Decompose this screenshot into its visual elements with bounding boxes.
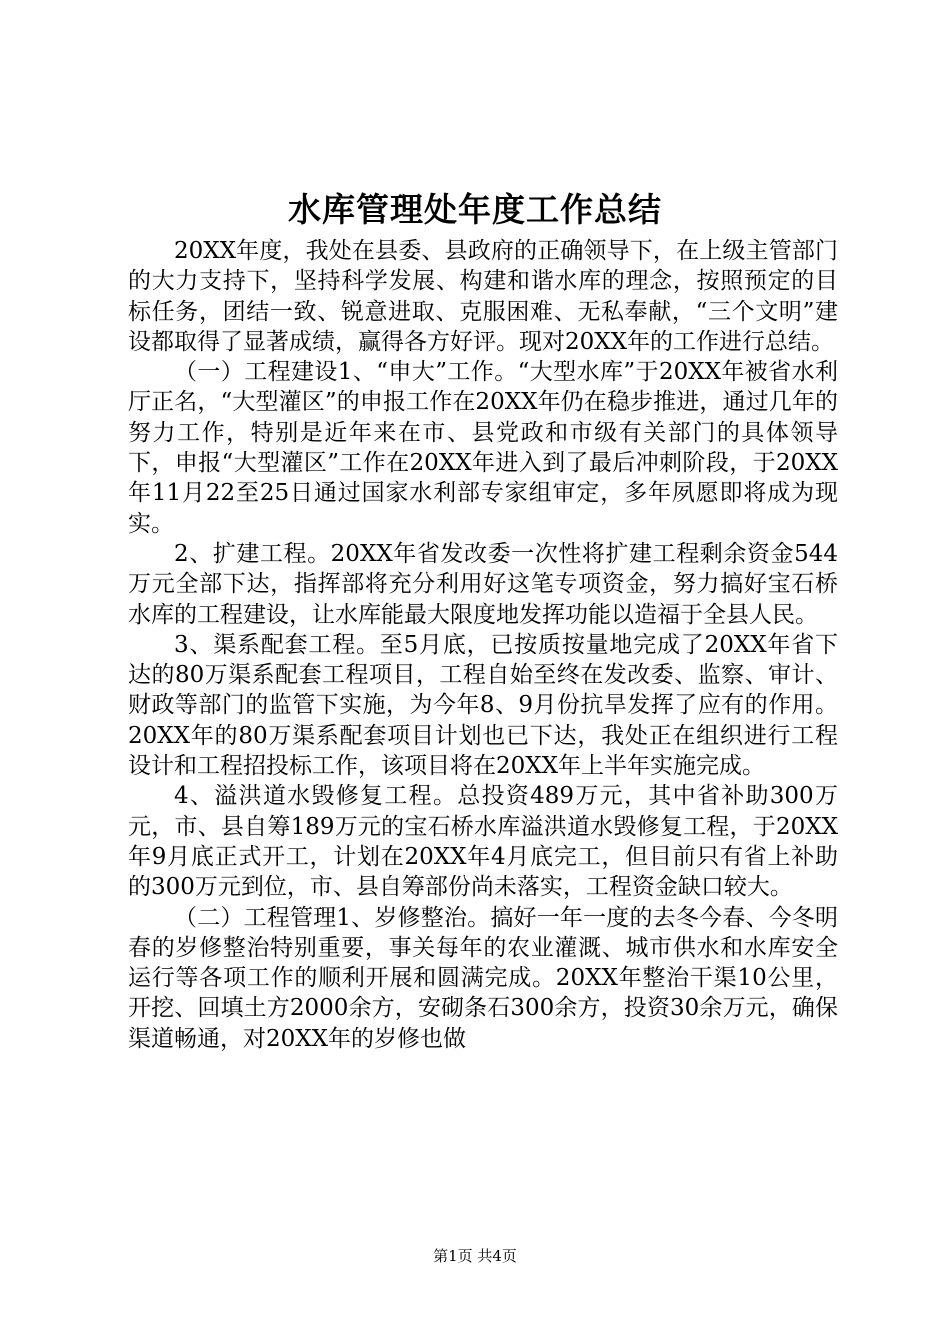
paragraph-spillway-repair: 4、溢洪道水毁修复工程。总投资489万元，其中省补助300万元，市、县自筹189万元的宝石桥水库溢洪道水毁修复工程，于20XX年9月底正式开工，计划在20XX年4月底完工，但目前只有省上补助的300万元到位，市、县自筹部份尚未落实，工程资金缺口较大。 (128, 783, 838, 901)
document-title: 水库管理处年度工作总结 (288, 190, 662, 229)
page-number-footer: 第1页 共4页 (433, 1247, 517, 1265)
paragraph-intro: 20XX年度，我处在县委、县政府的正确领导下，在上级主管部门的大力支持下，坚持科学发展、构建和谐水库的理念，按照预定的目标任务，团结一致、锐意进取、克服困难、无私奉献，“三个文明”建设都取得了显著成绩，赢得各方好评。现对20XX年的工作进行总结。 (128, 238, 838, 355)
paragraph-canal-system: 3、渠系配套工程。至5月底，已按质按量地完成了20XX年省下达的80万渠系配套工程项目，工程自始至终在发改委、监察、审计、财政等部门的监管下实施，为今年8、9月份抗旱发挥了应有的作用。20XX年的80万渠系配套项目计划也已下达，我处正在组织进行工程设计和工程招投标工作，该项目将在20XX年上半年实施完成。 (128, 631, 838, 780)
paragraph-engineering-management: （二）工程管理1、岁修整治。搞好一年一度的去冬今春、今冬明春的岁修整治特别重要，事关每年的农业灌溉、城市供水和水库安全运行等各项工作的顺利开展和圆满完成。20XX年整治干渠10公里，开挖、回填土方2000余方，安砌条石300余方，投资30余万元，确保渠道畅通，对20XX年的岁修也做 (128, 904, 838, 1052)
document-body (128, 236, 838, 1054)
paragraph-engineering-construction: （一）工程建设1、“申大”工作。“大型水库”于20XX年被省水利厅正名，“大型灌区”的申报工作在20XX年仍在稳步推进，通过几年的努力工作，特别是近年来在市、县党政和市级有关部门的具体领导下，申报“大型灌区”工作在20XX年进入到了最后冲刺阶段，于20XX年11月22至25日通过国家水利部专家组审定，多年夙愿即将成为现实。 (128, 359, 838, 537)
paragraph-expansion-project: 2、扩建工程。20XX年省发改委一次性将扩建工程剩余资金544万元全部下达，指挥部将充分利用好这笔专项资金，努力搞好宝石桥水库的工程建设，让水库能最大限度地发挥功能以造福于全县人民。 (128, 540, 838, 628)
